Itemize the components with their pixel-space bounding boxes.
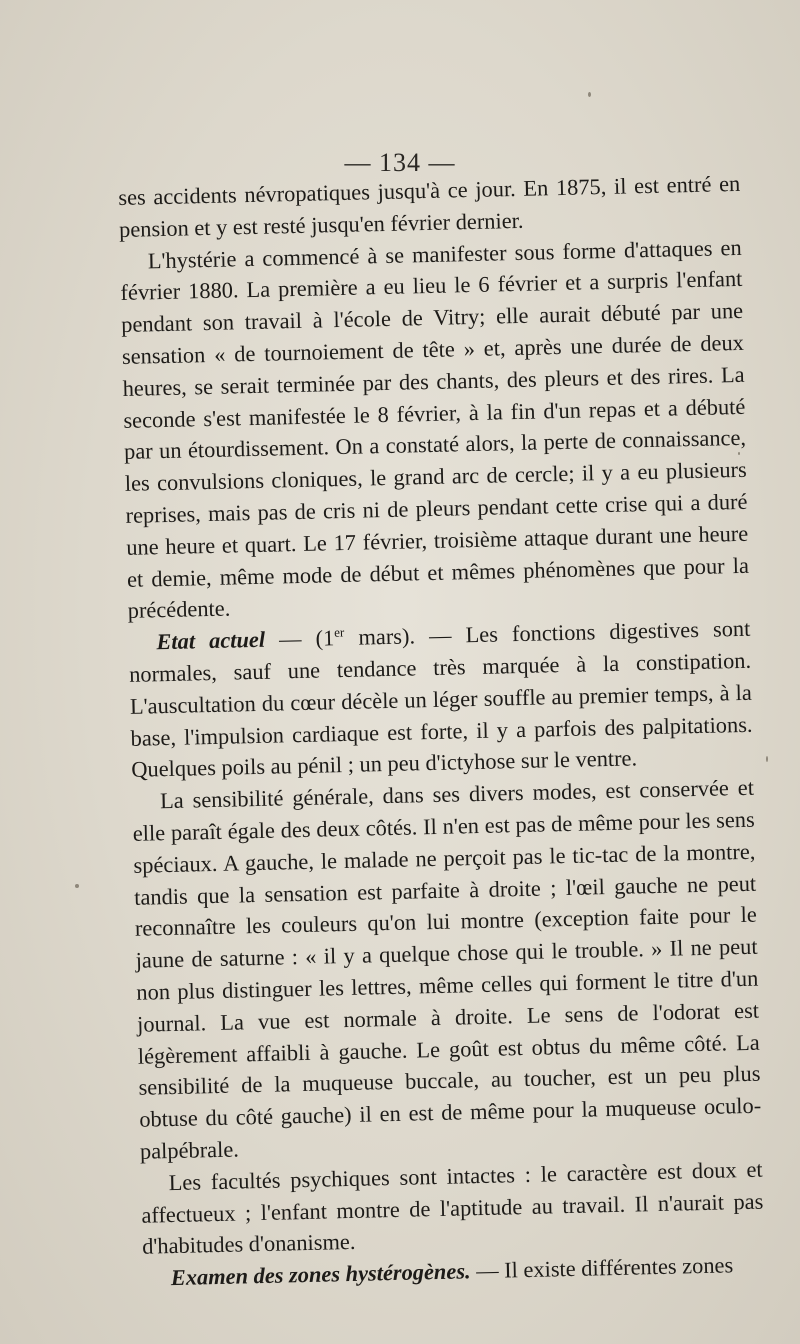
paper-speck xyxy=(588,92,591,97)
section-heading-examen: Examen des zones hystérogènes. xyxy=(170,1258,471,1291)
paper-speck xyxy=(75,884,79,888)
paragraph-6-body: — Il existe différentes zones xyxy=(470,1252,734,1284)
date-suffix: mars). xyxy=(344,623,416,651)
date-prefix: — (1 xyxy=(264,625,335,652)
paragraph-3-body: — Les fonctions digestives sont normales, sauf une tendance très marquée à la constipation. L'auscultation du cœur décèle un léger souffle au premier temps, à la base, l'impulsion cardiaque est forte, il y a parfois des palpitations. Quelques poils au pénil ; un peu d'ictyhose sur le ventre. xyxy=(128,615,753,783)
paragraph-4: La sensibilité générale, dans ses divers modes, est conservée et elle paraît égale des deux côtés. Il n'en est pas de même pour les sens spéciaux. A gauche, le malade ne perçoit pas le tic-tac de la montre, tandis que la sensation est parfaite à droite ; l'œil gauche ne peut reconnaître les couleurs qu'on lui montre (exception faite pour le jaune de saturne : « il y a quelque chose qui le trouble. » Il ne peut non plus distinguer les lettres, même celles qui forment le titre d'un journal. La vue est normale à droite. Le sens de l'odorat est légèrement affaibli à gauche. Le goût est obtus du même côté. La sensibilité de la muqueuse buccale, au toucher, est un peu plus obtuse du côté gauche) il en est de même pour la muqueuse oculo-palpébrale. xyxy=(132,774,762,1164)
page-number: — 134 — xyxy=(344,148,456,177)
section-heading-etat-actuel: Etat actuel xyxy=(156,626,266,655)
paragraph-3 xyxy=(128,613,753,786)
paper-speck xyxy=(766,756,768,762)
body-text xyxy=(118,168,765,1295)
date-superscript: er xyxy=(333,624,345,640)
paragraph-5: Les facultés psychiques sont intactes : le caractère est doux et affectueux ; l'enfant montre de l'aptitude au travail. Il n'aurait pas d'habitudes d'onanisme. xyxy=(141,1156,764,1260)
paragraph-2: L'hystérie a commencé à se manifester sous forme d'attaques en février 1880. La première a eu lieu le 6 février et a surpris l'enfant pendant son travail à l'école de Vitry; elle aurait débuté par une sensation « de tournoiement de tête » et, après une durée de deux heures, se serait terminée par des chants, des pleurs et des rires. La seconde s'est manifestée le 8 février, à la fin d'un repas et a débuté par un étourdissement. On a constaté alors, la perte de connaissance, les convulsions cloniques, le grand arc de cercle; il y a eu plusieurs reprises, mais pas de cris ni de pleurs pendant cette crise qui a duré une heure et quart. Le 17 février, troisième attaque durant une heure et demie, même mode de début et mêmes phénomènes que pour la précédente. xyxy=(120,234,750,624)
paragraph-1: ses accidents névropatiques jusqu'à ce jour. En 1875, il est entré en pension et y est resté jusqu'en février dernier. xyxy=(118,170,741,242)
